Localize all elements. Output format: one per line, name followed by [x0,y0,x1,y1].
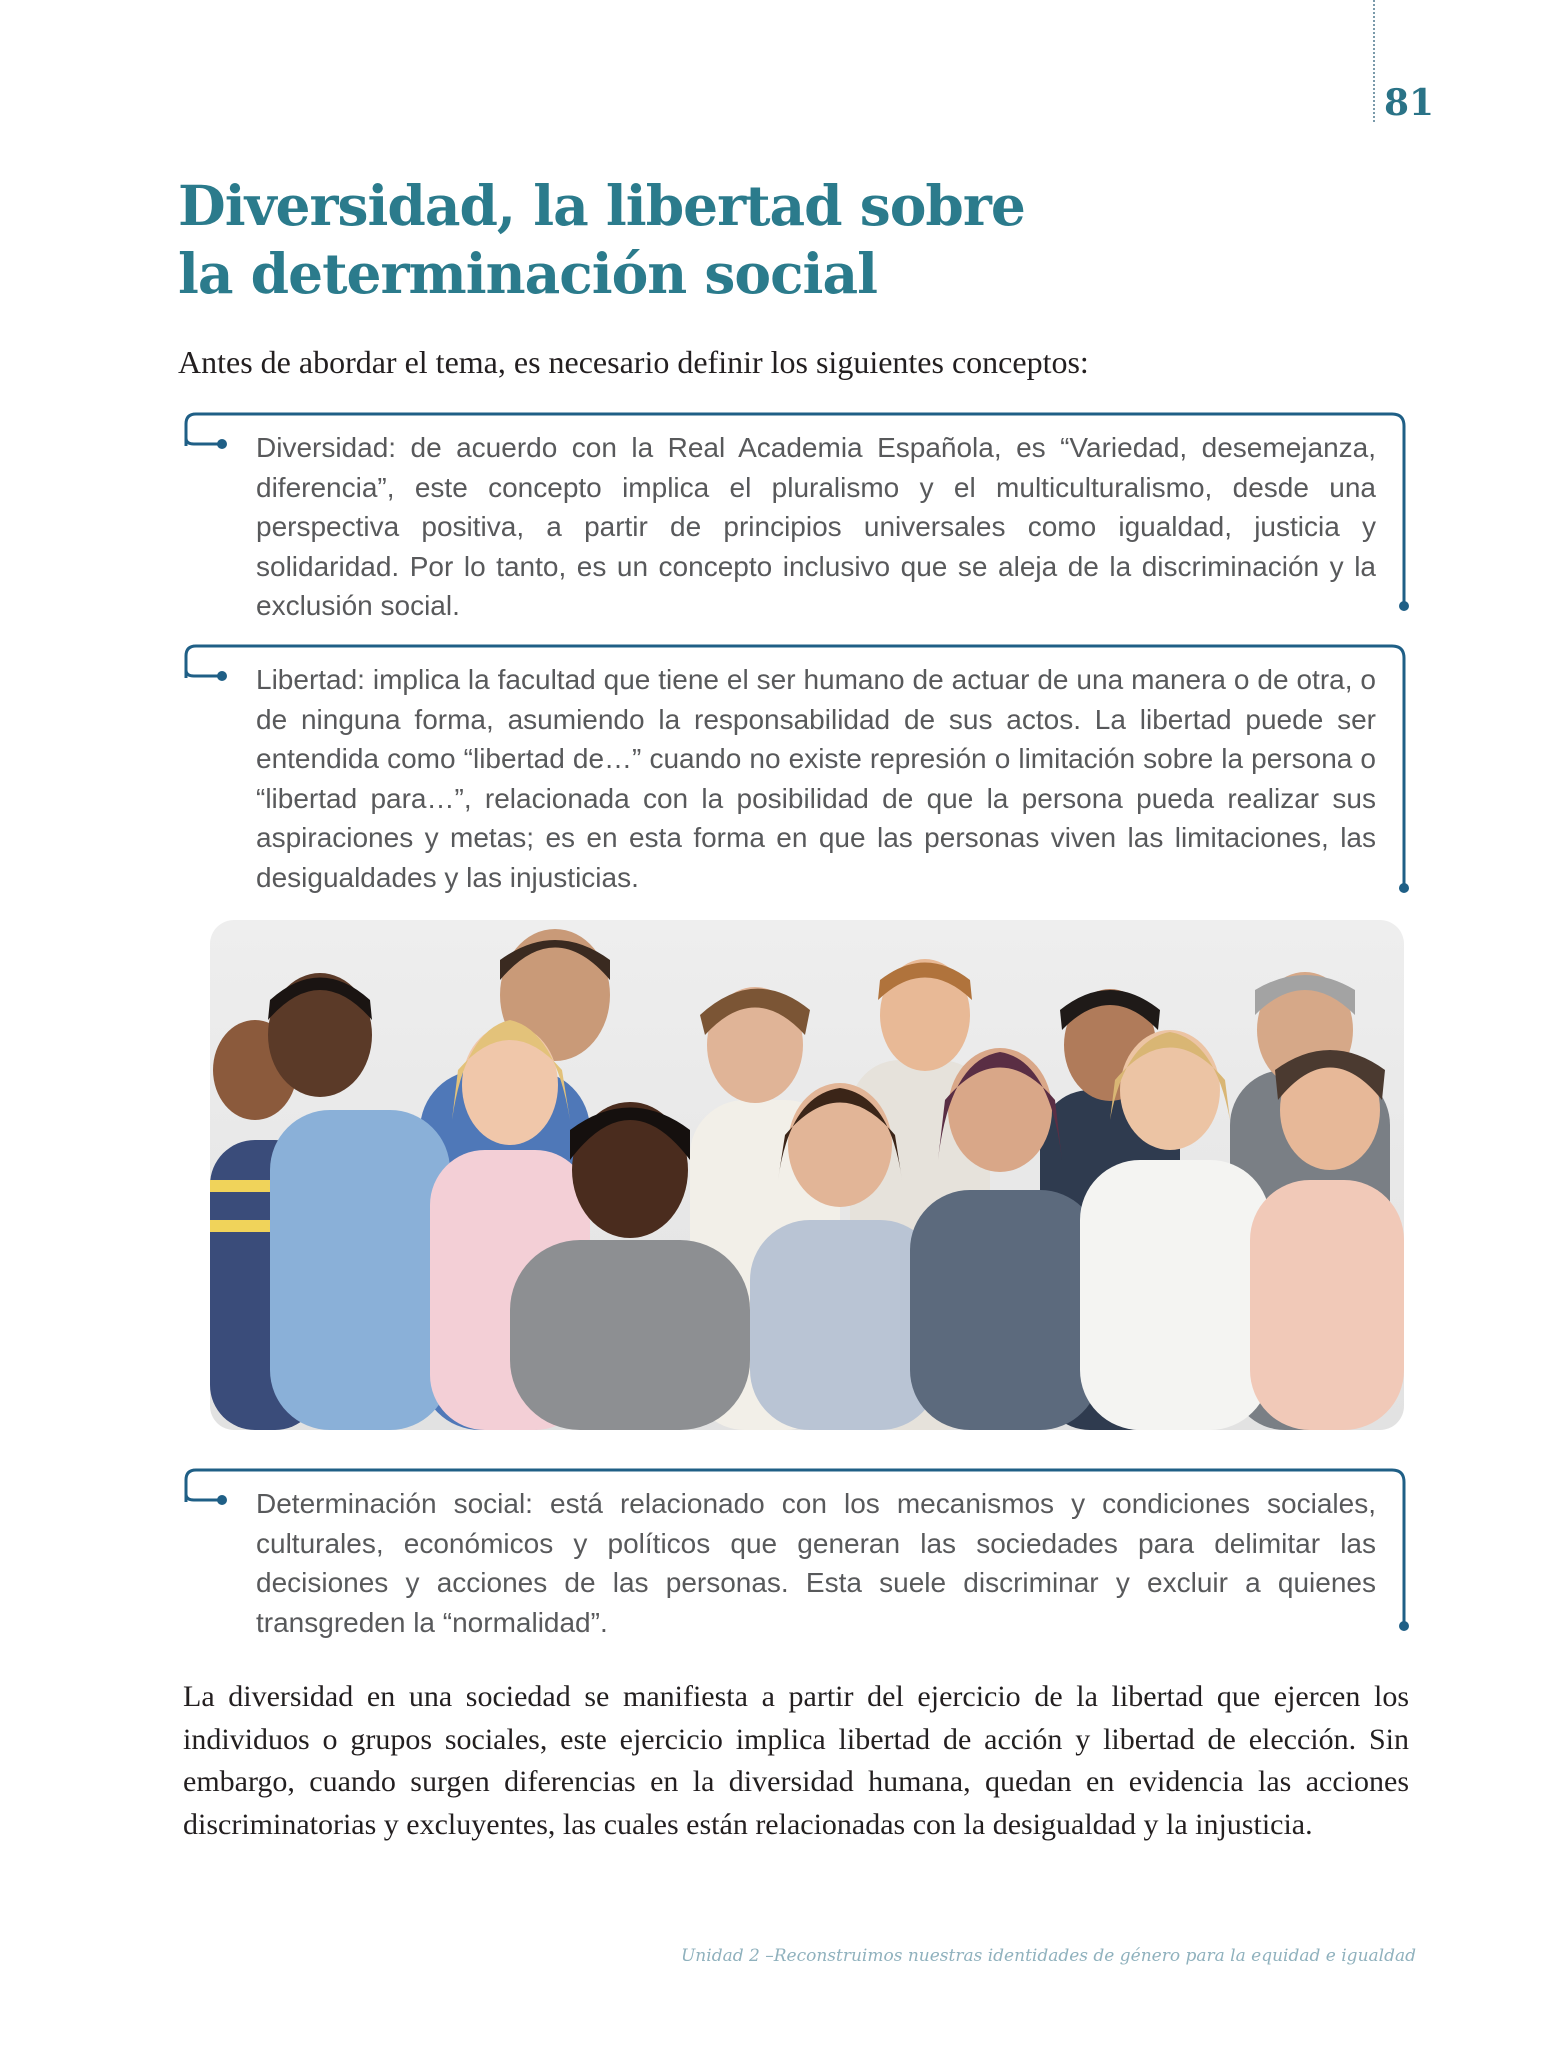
page-number-rule [1373,0,1375,122]
page-footer: Unidad 2 –Reconstruimos nuestras identidades de género para la equidad e igualdad [680,1946,1416,1966]
intro-text: Antes de abordar el tema, es necesario definir los siguientes conceptos: [178,344,1089,380]
page-title-line-1: Diversidad, la libertad sobre [178,173,1025,238]
concept-text-diversidad: Diversidad: de acuerdo con la Real Academia Española, es “Variedad, desemejanza, diferencia”, este concepto implica el pluralismo y el multiculturalismo, desde una perspectiva positiva, a partir de principios universales como igualdad, justicia y solidaridad. Por lo tanto, es un concepto inclusivo que se aleja de la discriminación y la exclusión social. [256,432,1376,621]
group-photo [210,920,1404,1430]
page-number: 81 [1384,82,1435,124]
page-title-line-2: la determinación social [178,241,877,306]
group-photo-illustration [210,920,1404,1430]
concept-box-diversidad [180,408,1414,621]
page-title [178,172,1178,308]
concept-box-determinacion [180,1464,1414,1638]
concept-box-libertad [180,640,1414,896]
concept-text-libertad: Libertad: implica la facultad que tiene el ser humano de actuar de una manera o de otra, o de ninguna forma, asumiendo la responsabilidad de sus actos. La libertad puede ser entendida como “libertad de…” cuando no existe represión o limitación sobre la persona o “libertad para…”, relacionada con la posibilidad de que la persona pueda realizar sus aspiraciones y metas; es en esta forma en que las personas viven las limitaciones, las desigualdades y las injusticias. [256,664,1376,893]
concept-text-determinacion: Determinación social: está relacionado con los mecanismos y condiciones sociales, culturales, económicos y políticos que generan las sociedades para delimitar las decisiones y acciones de las personas. Esta suele discriminar y excluir a quienes transgreden la “normalidad”. [256,1488,1376,1638]
body-paragraph: La diversidad en una sociedad se manifiesta a partir del ejercicio de la libertad que ejercen los individuos o grupos sociales, este ejercicio implica libertad de acción y libertad de elección. Sin embargo, cuando surgen diferencias en la diversidad humana, quedan en evidencia las acciones discriminatorias y excluyentes, las cuales están relacionadas con la desigualdad y la injusticia. [183,1680,1409,1841]
